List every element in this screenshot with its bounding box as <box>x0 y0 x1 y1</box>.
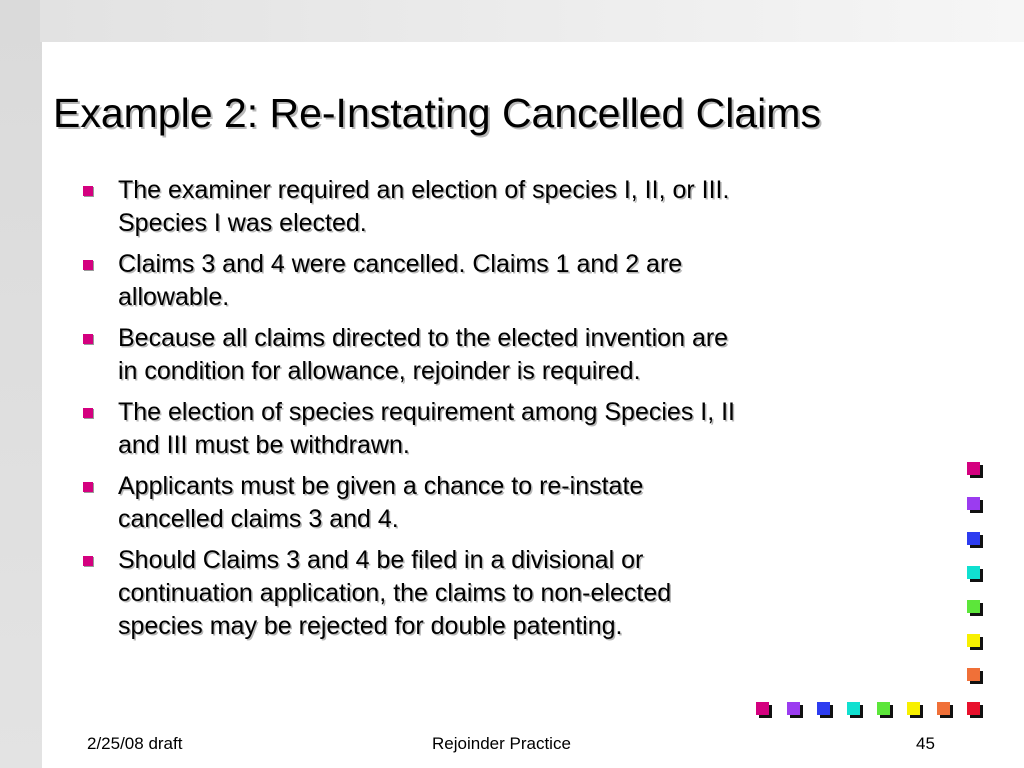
decor-square-icon <box>967 600 980 613</box>
decor-square-icon <box>967 566 980 579</box>
bullet-text-line: species may be rejected for double patenting. <box>118 612 623 640</box>
decor-square-icon <box>967 532 980 545</box>
decor-square-icon <box>787 702 800 715</box>
bullet-text-line: Species I was elected. <box>118 209 367 237</box>
top-band <box>40 0 1024 42</box>
bullet-item <box>82 248 952 314</box>
bullet-text-line: continuation application, the claims to non-elected <box>118 579 672 607</box>
decor-square-icon <box>847 702 860 715</box>
decor-square-icon <box>967 634 980 647</box>
bullet-text-line: Should Claims 3 and 4 be filed in a divisional or <box>118 546 644 574</box>
square-bullet-icon <box>83 334 93 344</box>
square-bullet-icon <box>83 408 93 418</box>
bullet-text-line: The election of species requirement among Species I, II <box>118 398 735 426</box>
square-bullet-icon <box>83 556 93 566</box>
decor-square-icon <box>967 497 980 510</box>
bullet-text-line: Because all claims directed to the elected invention are <box>118 324 729 352</box>
footer-title: Rejoinder Practice <box>432 734 571 753</box>
decor-square-icon <box>967 702 980 715</box>
footer-page-number: 45 <box>916 734 935 753</box>
square-bullet-icon <box>83 186 93 196</box>
footer-date: 2/25/08 draft <box>87 734 183 753</box>
bullet-text-line: Claims 3 and 4 were cancelled. Claims 1 and 2 are <box>118 250 683 278</box>
bullet-text-line: cancelled claims 3 and 4. <box>118 505 399 533</box>
bullet-item <box>82 544 952 643</box>
bullet-list <box>82 174 952 651</box>
square-bullet-icon <box>83 260 93 270</box>
decor-square-icon <box>967 668 980 681</box>
bullet-text-line: Applicants must be given a chance to re-instate <box>118 472 644 500</box>
bullet-text-line: The examiner required an election of species I, II, or III. <box>118 176 730 204</box>
decor-square-icon <box>817 702 830 715</box>
left-strip <box>0 0 42 768</box>
decor-square-icon <box>967 462 980 475</box>
decor-square-icon <box>907 702 920 715</box>
decor-square-icon <box>937 702 950 715</box>
bullet-item <box>82 174 952 240</box>
bullet-item <box>82 322 952 388</box>
bullet-text-line: in condition for allowance, rejoinder is required. <box>118 357 641 385</box>
square-bullet-icon <box>83 482 93 492</box>
decor-square-icon <box>756 702 769 715</box>
bullet-item <box>82 396 952 462</box>
bullet-text-line: allowable. <box>118 283 230 311</box>
bullet-item <box>82 470 952 536</box>
slide-title: Example 2: Re-Instating Cancelled Claims <box>53 90 821 136</box>
decor-square-icon <box>877 702 890 715</box>
bullet-text-line: and III must be withdrawn. <box>118 431 410 459</box>
